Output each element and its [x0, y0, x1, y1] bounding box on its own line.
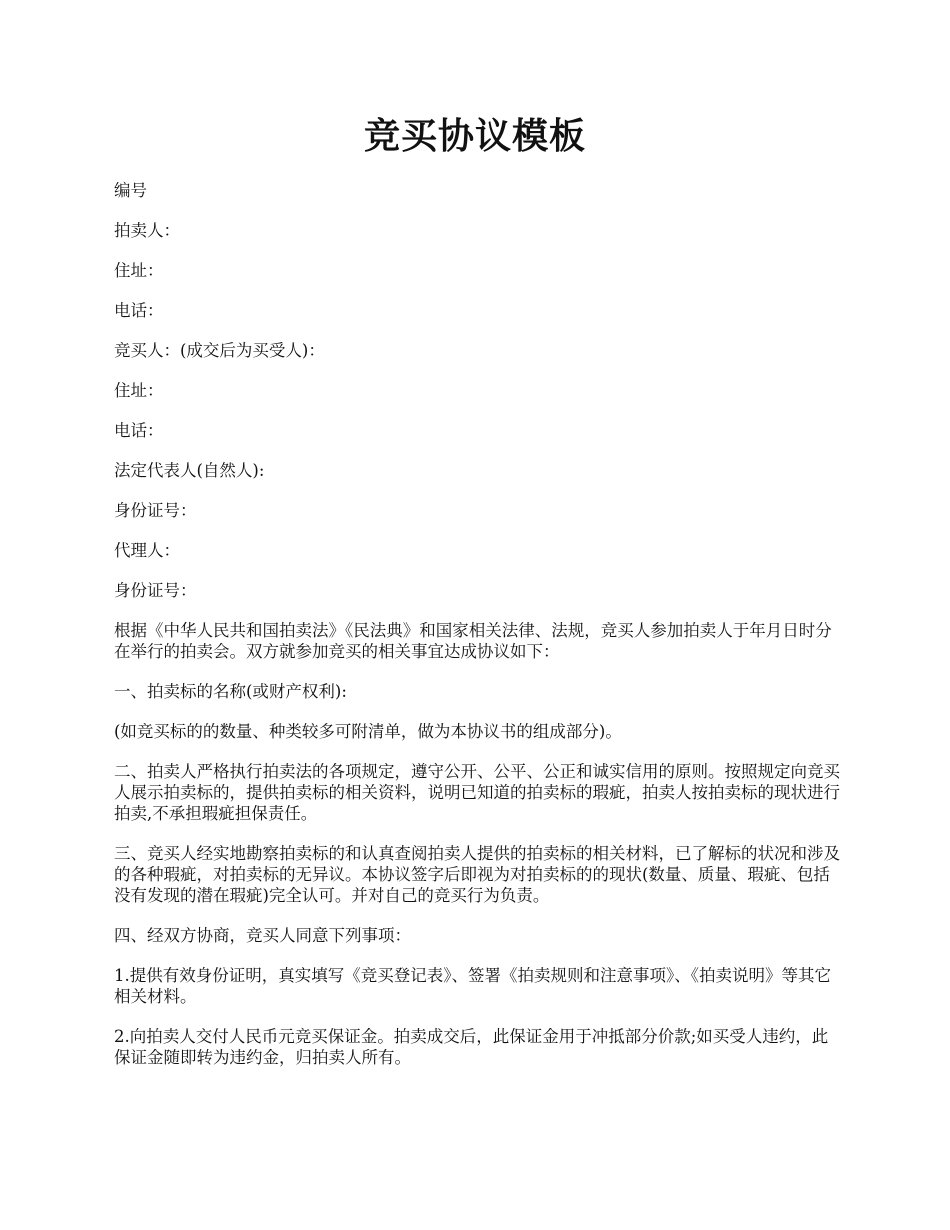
- paragraph-clause-1: 一、拍卖标的名称(或财产权利):: [114, 682, 347, 701]
- field-auctioneer: 拍卖人：: [114, 221, 180, 240]
- document-body: [114, 180, 842, 1087]
- paragraph-clause-4: 四、经双方协商，竞买人同意下列事项：: [114, 926, 411, 945]
- field-auctioneer-address: 住址：: [114, 261, 164, 280]
- field-bidder: 竞买人：(成交后为买受人)：: [114, 341, 325, 360]
- paragraph-clause-4-item-1: 1.提供有效身份证明，真实填写《竞买登记表》、签署《拍卖规则和注意事项》、《拍卖说明》等其它相关材料。: [114, 966, 831, 1006]
- field-agent: 代理人：: [114, 541, 180, 560]
- paragraph-preamble: 根据《中华人民共和国拍卖法》《民法典》和国家相关法律、法规，竞买人参加拍卖人于年月日时分在举行的拍卖会。双方就参加竞买的相关事宜达成协议如下：: [114, 621, 832, 661]
- paragraph-clause-1-note: (如竞买标的的数量、种类较多可附清单，做为本协议书的组成部分)。: [114, 722, 622, 741]
- document-title: 竞买协议模板: [363, 115, 586, 157]
- field-id-number: 身份证号：: [114, 501, 197, 520]
- paragraph-clause-2: 二、拍卖人严格执行拍卖法的各项规定，遵守公开、公平、公正和诚实信用的原则。按照规定向竞买人展示拍卖标的，提供拍卖标的相关资料，说明已知道的拍卖标的瑕疵，拍卖人按拍卖标的现状进行拍卖,不承担瑕疵担保责任。: [114, 762, 840, 823]
- field-legal-representative: 法定代表人(自然人):: [114, 461, 265, 480]
- field-bidder-phone: 电话：: [114, 421, 164, 440]
- paragraph-clause-3: 三、竞买人经实地勘察拍卖标的和认真查阅拍卖人提供的拍卖标的相关材料，已了解标的状况和涉及的各种瑕疵，对拍卖标的无异议。本协议签字后即视为对拍卖标的的现状(数量、质量、瑕疵、包括没有发现的潜在瑕疵)完全认可。并对自己的竞买行为负责。: [114, 844, 840, 905]
- field-serial-number: 编号: [114, 181, 147, 200]
- paragraph-clause-4-item-2: 2.向拍卖人交付人民币元竞买保证金。拍卖成交后，此保证金用于冲抵部分价款;如买受人违约，此保证金随即转为违约金，归拍卖人所有。: [114, 1027, 829, 1067]
- field-bidder-address: 住址：: [114, 381, 164, 400]
- field-agent-id-number: 身份证号：: [114, 581, 197, 600]
- field-auctioneer-phone: 电话：: [114, 301, 164, 320]
